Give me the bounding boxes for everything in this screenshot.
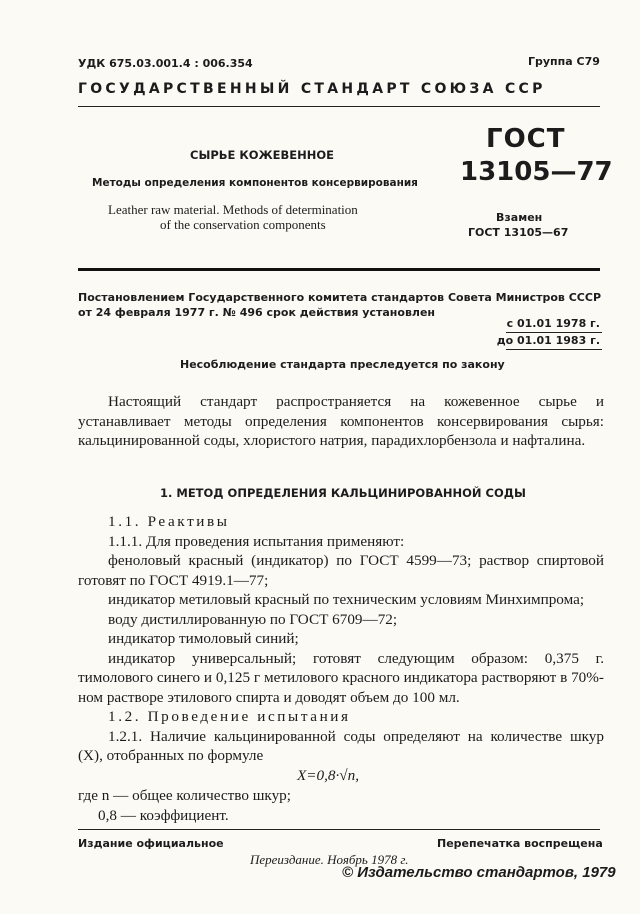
replaces-label: Взамен: [496, 211, 543, 224]
title-divider: [78, 268, 600, 271]
clause-1-2: 1.2. Проведение испытания: [108, 708, 351, 725]
document-title-en: [108, 202, 358, 232]
penalty-notice: Несоблюдение стандарта преследуется по закону: [180, 358, 505, 371]
reprint-prohibited: Перепечатка воспрещена: [437, 837, 603, 850]
document-subtitle-ru: Методы определения компонентов консервирования: [92, 177, 418, 189]
section-1-body: [78, 512, 604, 766]
intro-text: Настоящий стандарт распространяется на кожевенное сырье и устанавливает методы определения компонентов консервирования сырья: кальцинированной соды, хлористого натрия, парадихлорбензола и нафталина.: [78, 393, 604, 449]
formula-legend: [78, 786, 604, 825]
reagent-methyl-red: индикатор метиловый красный по техническим условиям Минхимпрома;: [108, 591, 585, 608]
replaces-gost: ГОСТ 13105—67: [468, 226, 569, 239]
sample-size-formula: X=0,8·√n,: [297, 767, 360, 784]
footer-divider: [78, 829, 600, 830]
header-divider: [78, 106, 600, 107]
section-1-heading: 1. МЕТОД ОПРЕДЕЛЕНИЯ КАЛЬЦИНИРОВАННОЙ СОДЫ: [160, 486, 526, 500]
valid-from-underline: [506, 332, 602, 333]
copyright-notice: © Издательство стандартов, 1979: [342, 864, 616, 881]
formula-coefficient: 0,8 — коэффициент.: [98, 806, 229, 824]
reagent-water: воду дистиллированную по ГОСТ 6709—72;: [108, 610, 398, 628]
gost-number: 13105—77: [460, 157, 613, 187]
gost-label: ГОСТ: [486, 124, 566, 154]
valid-to-underline: [506, 349, 602, 350]
intro-paragraph: [78, 392, 604, 451]
reagent-thymol-blue: индикатор тимоловый синий;: [108, 630, 299, 647]
document-title-ru: СЫРЬЕ КОЖЕВЕННОЕ: [190, 148, 335, 162]
reissue-date: Переиздание. Ноябрь 1978 г.: [250, 852, 409, 867]
decree-text: Постановлением Государственного комитета стандартов Совета Министров СССР от 24 февраля 1977 г. № 496 срок действия установлен: [78, 291, 601, 319]
group-code: Группа С79: [528, 55, 600, 68]
title-en-line-2: of the conservation components: [160, 217, 326, 232]
reagent-phenol-red: феноловый красный (индикатор) по ГОСТ 4599—73; раствор спиртовой готовят по ГОСТ 4919.1—77;: [78, 552, 604, 589]
formula-where-n: где n — общее количество шкур;: [78, 787, 291, 804]
clause-1-1: 1.1. Реактивы: [108, 513, 230, 530]
valid-to: до 01.01 1983 г.: [496, 334, 600, 347]
clause-1-2-1: 1.2.1. Наличие кальцинированной соды определяют на количестве шкур (X), отобранных по формуле: [78, 727, 604, 764]
reagent-universal: индикатор универсальный; готовят следующим образом: 0,375 г. тимолового синего и 0,125 г метилового красного индикатора растворяют в 70%-ном растворе этилового спирта и доводят объем до 100 мл.: [78, 649, 604, 706]
state-standard-banner: [78, 81, 598, 97]
clause-1-1-1: 1.1.1. Для проведения испытания применяют:: [108, 532, 405, 550]
official-edition: Издание официальное: [78, 837, 224, 850]
udk-code: УДК 675.03.001.4 : 006.354: [78, 57, 253, 70]
banner-text: ГОСУДАРСТВЕННЫЙ СТАНДАРТ СОЮЗА ССР: [78, 81, 546, 97]
title-en-line-1: Leather raw material. Methods of determination: [108, 202, 358, 217]
valid-from: с 01.01 1978 г.: [506, 317, 600, 330]
